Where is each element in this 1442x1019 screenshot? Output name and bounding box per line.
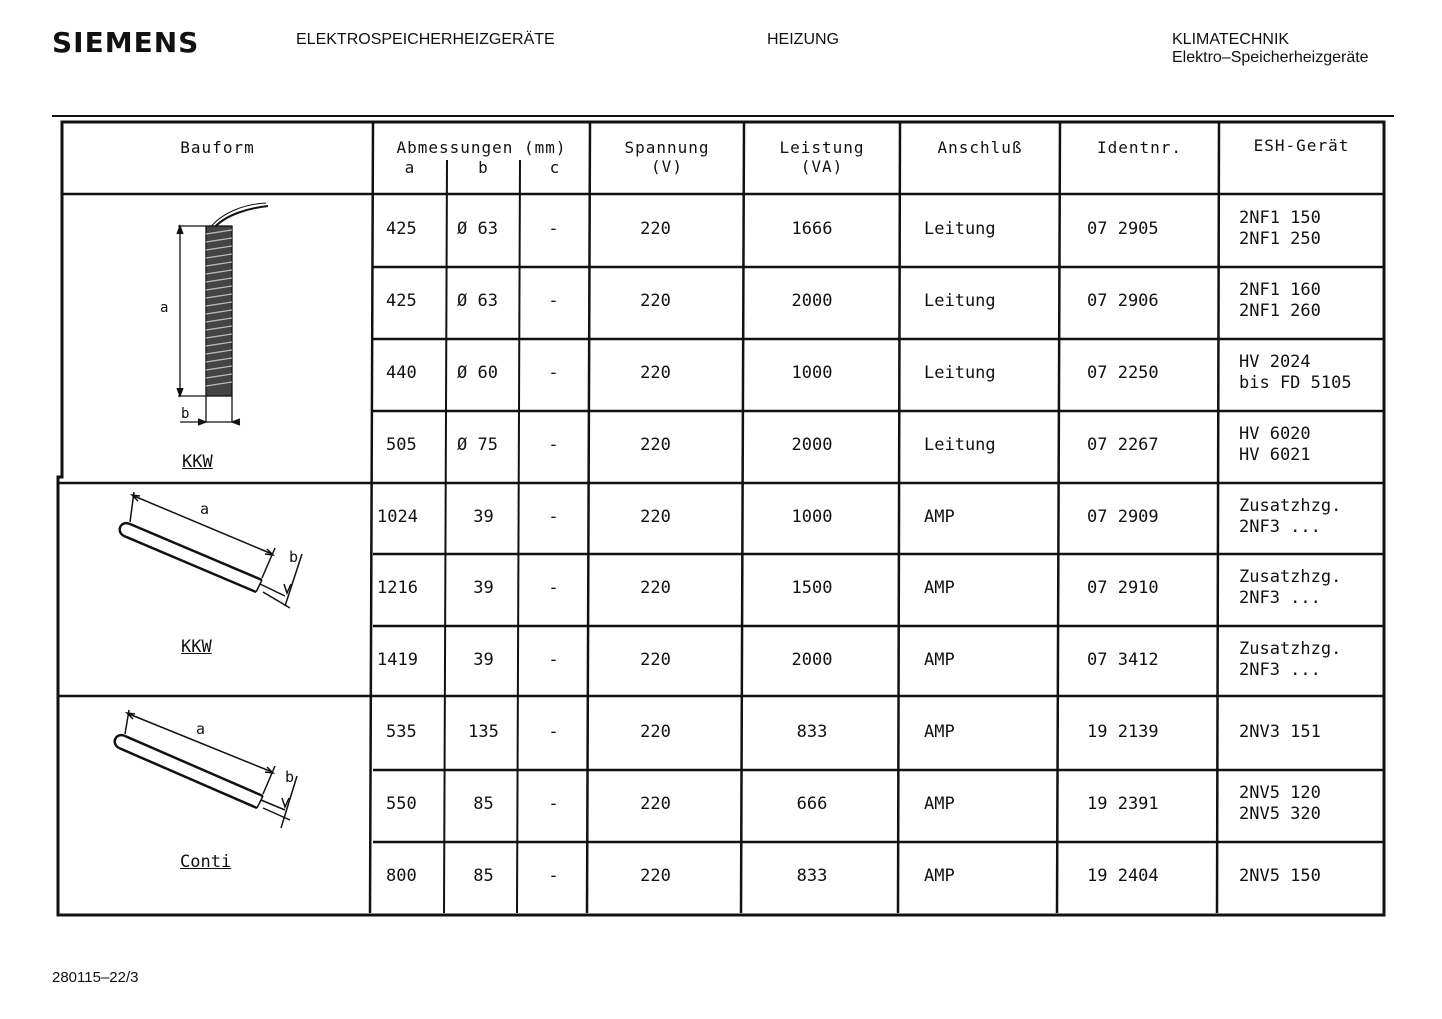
subgroup-name: Elektro–Speicherheizgeräte — [1172, 49, 1369, 66]
cell-esh: 2NV5 120 2NV5 320 — [1239, 783, 1321, 824]
cell-leistung: 2000 — [791, 290, 833, 311]
cell-anschluss: AMP — [924, 793, 955, 814]
header-leistung-unit: (VA) — [800, 157, 844, 176]
cell-b: 85 — [473, 793, 494, 814]
header-leistung-label: Leistung — [779, 138, 865, 157]
cell-c: - — [548, 865, 559, 886]
cell-c: - — [548, 290, 559, 311]
cell-spannung: 220 — [640, 434, 671, 455]
header-abmessungen: Abmessungen (mm) — [396, 138, 567, 157]
cell-c: - — [548, 362, 559, 383]
header-bauform: Bauform — [180, 138, 255, 157]
cell-a: 440 — [386, 362, 417, 383]
cell-ident: 07 2250 — [1087, 362, 1159, 383]
cell-a: 425 — [386, 290, 417, 311]
header-spannung-label: Spannung — [624, 138, 710, 157]
cell-a: 1419 — [377, 649, 418, 670]
cell-spannung: 220 — [640, 218, 671, 239]
cell-b: 39 — [473, 506, 494, 527]
coil-dim-a-label: a — [160, 300, 169, 316]
coil-heater-drawing — [150, 200, 290, 440]
cell-b: 39 — [473, 577, 494, 598]
section-title: HEIZUNG — [767, 31, 839, 48]
header-esh: ESH-Gerät — [1253, 136, 1350, 155]
cell-esh: 2NF1 160 2NF1 260 — [1239, 280, 1321, 321]
cell-esh: HV 2024 bis FD 5105 — [1239, 352, 1352, 393]
cell-ident: 19 2391 — [1087, 793, 1159, 814]
cell-leistung: 1666 — [791, 218, 833, 239]
group-name: KLIMATECHNIK — [1172, 31, 1290, 48]
cell-c: - — [548, 434, 559, 455]
cell-c: - — [548, 506, 559, 527]
cell-anschluss: Leitung — [924, 290, 996, 311]
cell-c: - — [548, 218, 559, 239]
cell-leistung: 1000 — [791, 362, 833, 383]
cell-anschluss: AMP — [924, 865, 955, 886]
cell-a: 425 — [386, 218, 417, 239]
cell-b: Ø 75 — [457, 434, 498, 455]
cell-spannung: 220 — [640, 649, 671, 670]
group-label-conti: Conti — [180, 852, 232, 872]
cell-spannung: 220 — [640, 793, 671, 814]
cell-a: 550 — [386, 793, 417, 814]
header-spannung — [590, 138, 744, 176]
header-identnr: Identnr. — [1096, 138, 1183, 157]
cell-anschluss: AMP — [924, 649, 955, 670]
footer-code: 280115–22/3 — [52, 969, 139, 986]
cell-ident: 07 2909 — [1087, 506, 1159, 527]
cell-esh: 2NF1 150 2NF1 250 — [1239, 208, 1321, 249]
group-label-kkw-1: KKW — [182, 452, 213, 472]
cell-leistung: 1000 — [791, 506, 833, 527]
cell-ident: 07 3412 — [1087, 649, 1159, 670]
cell-b: 135 — [468, 721, 499, 742]
cell-esh: HV 6020 HV 6021 — [1239, 424, 1311, 465]
rod2-dim-b-label: b — [285, 768, 295, 786]
rod1-dim-b-label: b — [289, 548, 299, 566]
cell-spannung: 220 — [640, 865, 671, 886]
cell-esh: Zusatzhzg. 2NF3 ... — [1239, 567, 1342, 608]
cell-c: - — [548, 721, 559, 742]
cell-leistung: 2000 — [791, 649, 833, 670]
cell-b: 39 — [473, 649, 494, 670]
cell-anschluss: Leitung — [924, 362, 996, 383]
siemens-logo: SIEMENS — [52, 26, 200, 59]
cell-ident: 07 2905 — [1087, 218, 1159, 239]
group-label-kkw-2: KKW — [181, 637, 212, 657]
header-anschluss: Anschluß — [937, 138, 1023, 157]
cell-spannung: 220 — [640, 577, 671, 598]
cell-anschluss: AMP — [924, 506, 955, 527]
cell-esh: 2NV5 150 — [1239, 865, 1321, 886]
cell-a: 505 — [386, 434, 417, 455]
cell-ident: 19 2404 — [1087, 865, 1159, 886]
cell-spannung: 220 — [640, 721, 671, 742]
cell-anschluss: Leitung — [924, 218, 996, 239]
cell-leistung: 1500 — [791, 577, 833, 598]
cell-a: 1024 — [377, 506, 418, 527]
header-spannung-unit: (V) — [651, 157, 683, 176]
cell-ident: 07 2906 — [1087, 290, 1159, 311]
cell-spannung: 220 — [640, 290, 671, 311]
cell-leistung: 833 — [796, 721, 828, 742]
cell-b: Ø 63 — [457, 290, 498, 311]
cell-c: - — [548, 577, 559, 598]
cell-leistung: 2000 — [791, 434, 833, 455]
cell-anschluss: AMP — [924, 577, 955, 598]
header-a: a — [404, 158, 416, 177]
cell-b: Ø 60 — [457, 362, 498, 383]
rod-heater-drawing — [110, 488, 310, 618]
cell-ident: 19 2139 — [1087, 721, 1159, 742]
cell-c: - — [548, 649, 559, 670]
cell-esh: 2NV3 151 — [1239, 721, 1321, 742]
category-title: ELEKTROSPEICHERHEIZGERÄTE — [296, 31, 555, 48]
cell-b: 85 — [473, 865, 494, 886]
coil-dim-b-label: b — [181, 406, 190, 422]
cell-esh: Zusatzhzg. 2NF3 ... — [1239, 496, 1342, 537]
cell-ident: 07 2910 — [1087, 577, 1159, 598]
cell-ident: 07 2267 — [1087, 434, 1159, 455]
cell-a: 800 — [386, 865, 417, 886]
cell-anschluss: AMP — [924, 721, 955, 742]
cell-leistung: 833 — [796, 865, 828, 886]
cell-b: Ø 63 — [457, 218, 498, 239]
cell-esh: Zusatzhzg. 2NF3 ... — [1239, 639, 1342, 680]
header-leistung — [744, 138, 900, 176]
header-b: b — [478, 158, 489, 177]
cell-c: - — [548, 793, 559, 814]
cell-leistung: 666 — [796, 793, 828, 814]
cell-spannung: 220 — [640, 362, 671, 383]
cell-anschluss: Leitung — [924, 434, 996, 455]
cell-spannung: 220 — [640, 506, 671, 527]
cell-a: 535 — [386, 721, 417, 742]
header-c: c — [549, 158, 561, 177]
cell-a: 1216 — [377, 577, 418, 598]
rod2-dim-a-label: a — [196, 720, 206, 738]
rod1-dim-a-label: a — [200, 500, 210, 518]
